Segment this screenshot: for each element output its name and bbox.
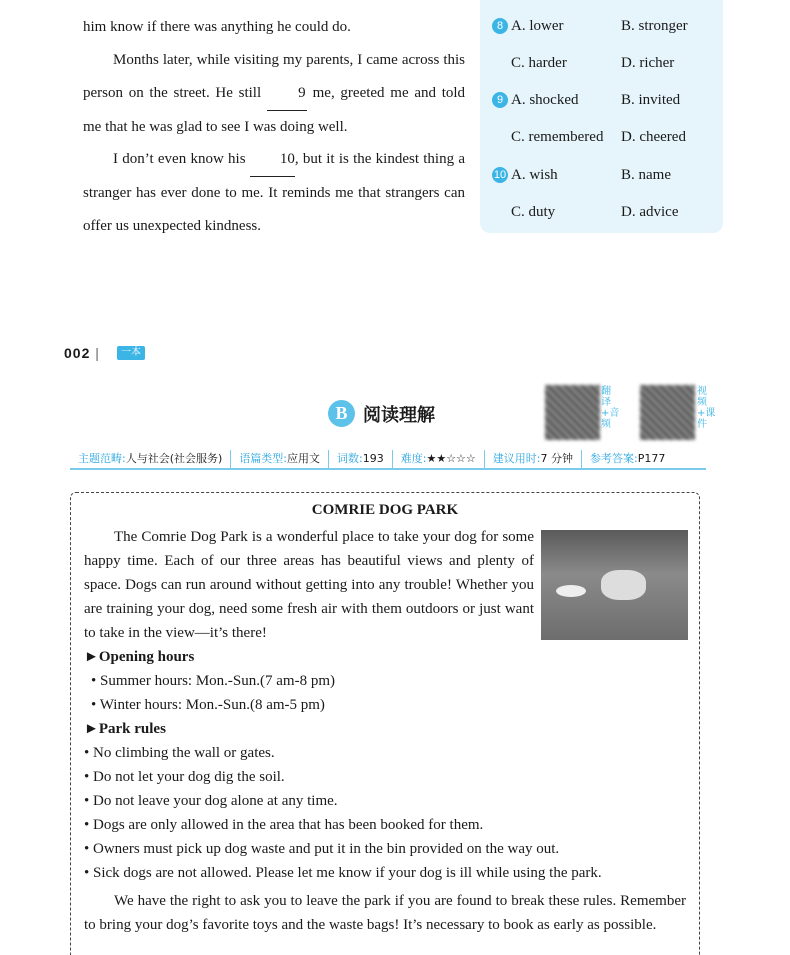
- hours-heading: ►Opening hours: [84, 649, 195, 665]
- rule-item: • Do not let your dog dig the soil.: [84, 769, 285, 785]
- option: B. invited: [621, 92, 681, 108]
- question-number: 10: [493, 169, 507, 181]
- article-closing: We have the right to ask you to leave the park if you are found to break these rules. Remember to bring your dog’s favorite toys and the waste bags! It’s necessary to book as early as possible.: [84, 893, 686, 933]
- info-value: 应用文: [287, 452, 321, 465]
- page-number-text: 002: [64, 345, 91, 361]
- option-row-10: [492, 167, 671, 187]
- option: C. duty: [511, 204, 556, 220]
- qr-code-translation[interactable]: [545, 385, 600, 440]
- rule-item: • Sick dogs are not allowed. Please let me know if your dog is ill while using the park.: [84, 865, 602, 881]
- options-panel: [480, 0, 723, 233]
- info-key: 词数:: [337, 452, 363, 465]
- question-number: 8: [492, 18, 508, 34]
- info-key: 建议用时:: [492, 452, 541, 465]
- option: C. remembered: [511, 129, 604, 145]
- article-box: [70, 492, 700, 955]
- info-value: ★★☆☆☆: [426, 452, 476, 465]
- option: D. advice: [621, 204, 679, 220]
- passage-paragraph-2: [83, 44, 465, 144]
- qr-label: 翻译+音频: [601, 386, 620, 430]
- article-intro: The Comrie Dog Park is a wonderful place to take your dog for some happy time. Each of our three areas has beautiful views and plenty of space. Dogs can run around without getting into any trouble! Whether you are training your dog, need some fresh air with them outdoors or just want to take in the view—it’s there!: [84, 529, 534, 641]
- info-value: P177: [637, 452, 666, 465]
- info-cell: [485, 450, 582, 468]
- qr-label: 视频+课件: [697, 386, 716, 430]
- blank-10: 10: [250, 143, 295, 177]
- page-number: 002 |: [64, 345, 100, 361]
- rule-item: • No climbing the wall or gates.: [84, 745, 275, 761]
- option: A. wish: [511, 167, 558, 183]
- info-cell: [231, 450, 329, 468]
- rule-item: • Owners must pick up dog waste and put it in the bin provided on the way out.: [84, 841, 560, 857]
- section-heading: [328, 400, 435, 427]
- text: , but it is the kindest thing a stranger has ever done to me. It reminds me that strangers can offer us unexpected kindness.: [83, 151, 466, 234]
- option: D. cheered: [621, 129, 686, 145]
- rule-item: • Dogs are only allowed in the area that has been booked for them.: [84, 817, 484, 833]
- book-logo: 一本: [117, 346, 145, 360]
- option-row-9: [492, 92, 681, 112]
- passage-line: him know if there was anything he could do.: [83, 19, 351, 35]
- info-key: 主题范畴:: [78, 452, 126, 465]
- option: C. harder: [511, 55, 567, 71]
- option: B. name: [621, 167, 671, 183]
- qr-code-video[interactable]: [640, 385, 695, 440]
- question-number: 9: [492, 92, 508, 108]
- info-bar: [70, 450, 706, 470]
- rule-item: • Do not leave your dog alone at any time.: [84, 793, 338, 809]
- text: I don’t even know his: [113, 151, 246, 167]
- info-value: 人与社会(社会服务): [125, 452, 223, 465]
- info-value: 193: [362, 452, 384, 465]
- option: D. richer: [621, 55, 675, 71]
- frisbee-image: [556, 585, 586, 597]
- section-letter-badge: B: [328, 400, 355, 427]
- info-cell: [582, 450, 673, 468]
- info-value: 7 分钟: [540, 452, 573, 465]
- info-key: 语篇类型:: [239, 452, 288, 465]
- passage-paragraph-3: [83, 143, 465, 243]
- info-cell: [70, 450, 231, 468]
- text: me, greeted me and told me that he was glad to see I was doing well.: [83, 85, 466, 135]
- article-title: COMRIE DOG PARK: [311, 502, 459, 518]
- text: Months later, while visiting my parents, I came across this person on the street. He still: [83, 52, 465, 101]
- dog-image: [601, 570, 646, 600]
- dog-photo: [541, 530, 688, 640]
- info-cell: [329, 450, 393, 468]
- info-cell: [393, 450, 485, 468]
- info-key: 参考答案:: [590, 452, 638, 465]
- info-key: 难度:: [400, 452, 427, 465]
- hours-item: • Winter hours: Mon.-Sun.(8 am-5 pm): [91, 697, 325, 713]
- section-title: 阅读理解: [363, 404, 435, 426]
- option-row-8: [492, 18, 688, 38]
- option: B. stronger: [621, 18, 688, 34]
- option: A. lower: [511, 18, 564, 34]
- option: A. shocked: [511, 92, 579, 108]
- blank-9: 9: [267, 77, 307, 111]
- rules-heading: ►Park rules: [84, 721, 166, 737]
- hours-item: • Summer hours: Mon.-Sun.(7 am-8 pm): [91, 673, 335, 689]
